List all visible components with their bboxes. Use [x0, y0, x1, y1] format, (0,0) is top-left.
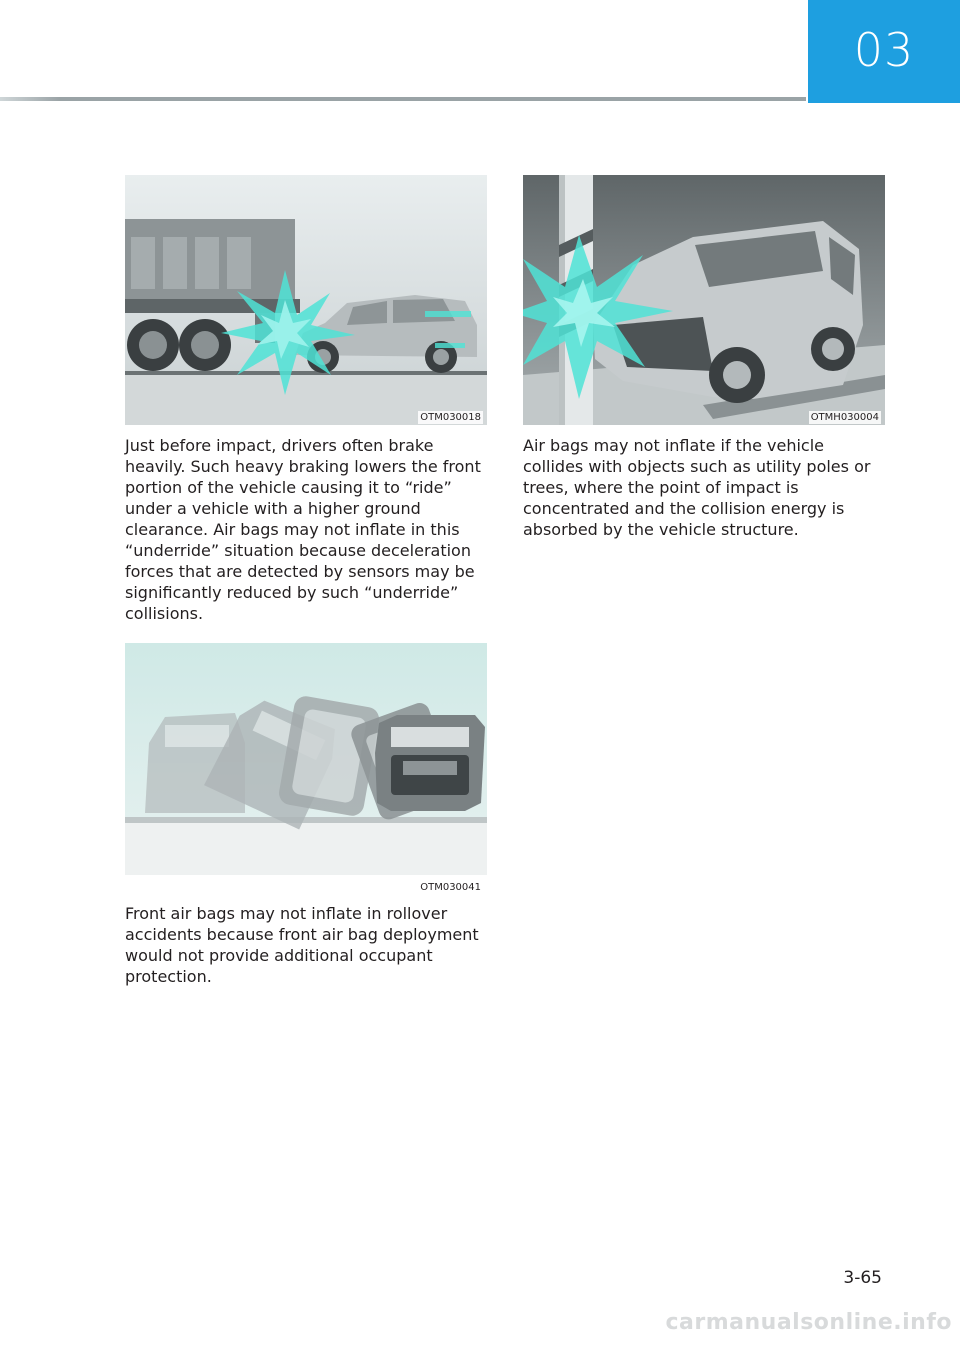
- figure-caption: Air bags may not inflate if the vehicle collides with objects such as utility poles or trees, where the point of impact is concentrated and the collision energy is absorbed by the vehicle structure.: [523, 436, 871, 539]
- rollover-illustration: [125, 643, 487, 875]
- figure-caption: Just before impact, drivers often brake heavily. Such heavy braking lowers the front portion of the vehicle causing it to “ride” under a vehicle with a higher ground clearance. Air bags may not inflate in this “underride” situation because deceleration forces that are detected by sensors may be significantly reduced by such “underride” collisions.: [125, 436, 481, 623]
- figure-underride: [125, 175, 487, 425]
- figure-rollover: [125, 643, 487, 895]
- underride-illustration: [125, 175, 487, 425]
- chapter-tab: [808, 0, 960, 103]
- figure-code: OTMH030004: [810, 412, 879, 423]
- figure-code: OTM030018: [420, 412, 481, 423]
- figure-pole-impact: [523, 175, 885, 425]
- figure-caption: Front air bags may not inflate in rollover accidents because front air bag deployment would not provide additional occupant protection.: [125, 904, 479, 986]
- chapter-number: 03: [853, 22, 915, 77]
- watermark: carmanualsonline.info: [665, 1310, 952, 1335]
- pole-impact-illustration: [523, 175, 885, 425]
- figure-code: OTM030041: [420, 882, 481, 893]
- page-number: 3-65: [843, 1268, 882, 1288]
- header-rule: [0, 97, 806, 101]
